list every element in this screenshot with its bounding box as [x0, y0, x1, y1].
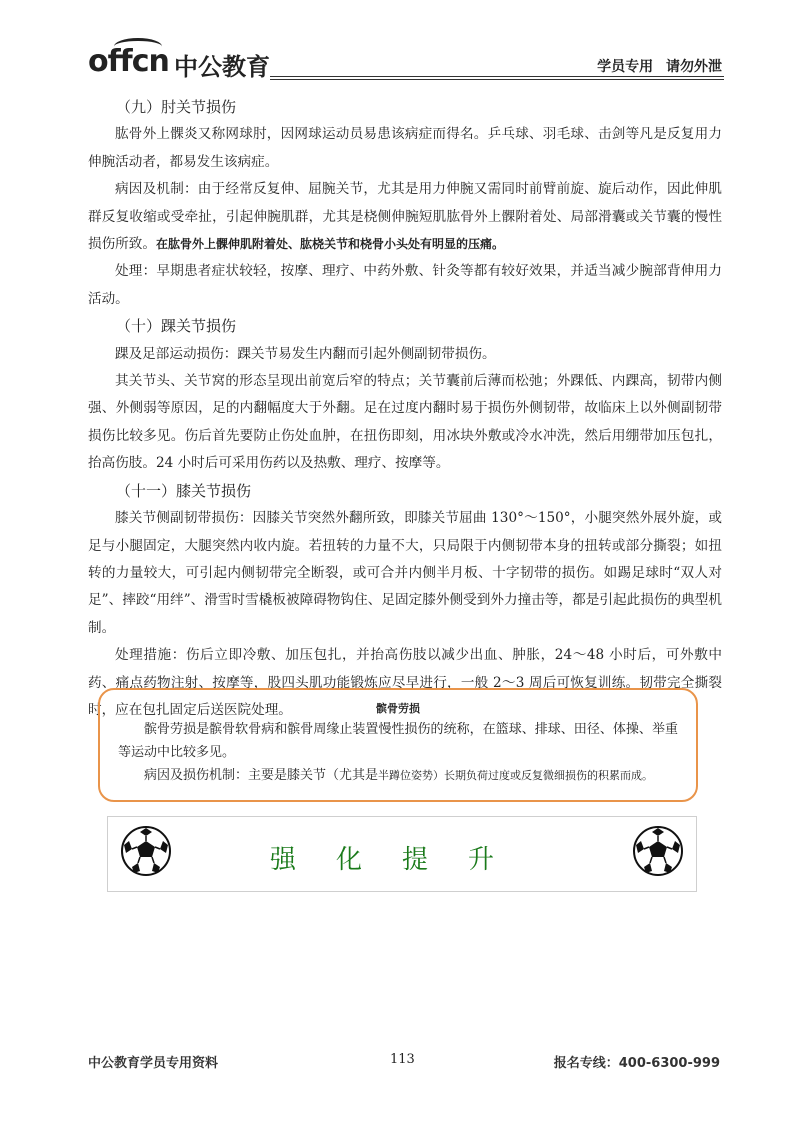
paragraph: 处理：早期患者症状较轻，按摩、理疗、中药外敷、针灸等都有较好效果，并适当减少腕部背伸用力活动。 [88, 263, 722, 307]
info-box-text: ）长期负荷过度或反复微细损伤的积累而成。 [433, 769, 654, 782]
info-box-title: 髌骨劳损 [376, 702, 420, 715]
paragraph [88, 176, 722, 258]
paragraph: 其关节头、关节窝的形态呈现出前宽后窄的特点；关节囊前后薄而松弛；外踝低、内踝高，韧带内侧强、外侧弱等原因，足的内翻幅度大于外翻。足在过度内翻时易于损伤外侧韧带，故临床上以外侧副韧带损伤比较多见。伤后首先要防止伤处血肿，在扭伤即刻，用冰块外敷或冷水冲洗，然后用绷带加压包扎，抬高伤肢。24 小时后可采用伤药以及热敷、理疗、按摩等。 [88, 373, 722, 472]
info-box-paragraph [118, 764, 678, 787]
logo-text-cn: 中公教育 [174, 53, 270, 81]
section-heading-knee: （十一）膝关节损伤 [116, 481, 252, 500]
info-box [98, 688, 698, 802]
section-heading-ankle: （十）踝关节损伤 [116, 317, 237, 336]
footer-right: 报名专线：400-6300-999 [553, 1056, 720, 1071]
header-rule [270, 76, 724, 77]
paragraph: 处理措施：伤后立即冷敷、加压包扎，并抬高伤肢以减少出血、肿胀，24～48 小时后，可外敷中药、痛点药物注射、按摩等，股四头肌功能锻炼应尽早进行，一般 2～3 周后可恢复训练。韧带完全撕裂时，应在包扎固定后送医院处理。 [88, 647, 722, 718]
paragraph: 膝关节侧副韧带损伤：因膝关节突然外翻所致，即膝关节屈曲 130°～150°，小腿突然外展外旋，或足与小腿固定，大腿突然内收内旋。若扭转的力量不大，只局限于内侧韧带本身的扭转或部分撕裂；如扭转的力量较大，可引起内侧韧带完全断裂，或可合并内侧半月板、十字韧带的损伤。如踢足球时“双人对足”、摔跤“用绊”、滑雪时雪橇板被障碍物钩住、足固定膝外侧受到外力撞击等，都是引起此损伤的典型机制。 [88, 510, 722, 636]
header-tag: 学员专用 请勿外泄 [597, 59, 722, 75]
info-box-text: 病因及损伤机制：主要是膝关节（尤其是 [144, 768, 379, 783]
banner [107, 816, 697, 892]
paragraph: 肱骨外上髁炎又称网球肘，因网球运动员易患该病症而得名。乒乓球、羽毛球、击剑等凡是反复用力伸腕活动者，都易发生该病症。 [88, 126, 722, 170]
info-box-small-text: 半蹲位姿势 [378, 769, 434, 782]
paragraph: 踝及足部运动损伤：踝关节易发生内翻而引起外侧副韧带损伤。 [115, 345, 496, 362]
section-heading-elbow: （九）肘关节损伤 [116, 98, 237, 116]
banner-text: 强化提升 [269, 845, 534, 875]
info-box-paragraph: 髌骨劳损是髌骨软骨病和髌骨周缘止装置慢性损伤的统称，在篮球、排球、田径、体操、举重等运动中比较多见。 [118, 722, 678, 760]
main-content [88, 94, 722, 724]
paragraph-text: 病因及机制：由于经常反复伸、屈腕关节，尤其是用力伸腕又需同时前臂前旋、旋后动作，因此伸肌群反复收缩或受牵扯，引起伸腕肌群，尤其是桡侧伸腕短肌肱骨外上髁附着处、局部滑囊或关节囊的慢性损伤所致。 [88, 181, 722, 253]
soccer-ball-icon [632, 825, 684, 877]
logo-text-en: offcn [88, 44, 169, 79]
page-header [88, 38, 724, 80]
bold-text: 在肱骨外上髁伸肌附着处、肱桡关节和桡骨小头处有明显的压痛。 [155, 237, 504, 252]
header-rule-secondary [270, 79, 724, 80]
footer-left: 中公教育学员专用资料 [88, 1056, 219, 1071]
page-number: 113 [390, 1052, 415, 1067]
